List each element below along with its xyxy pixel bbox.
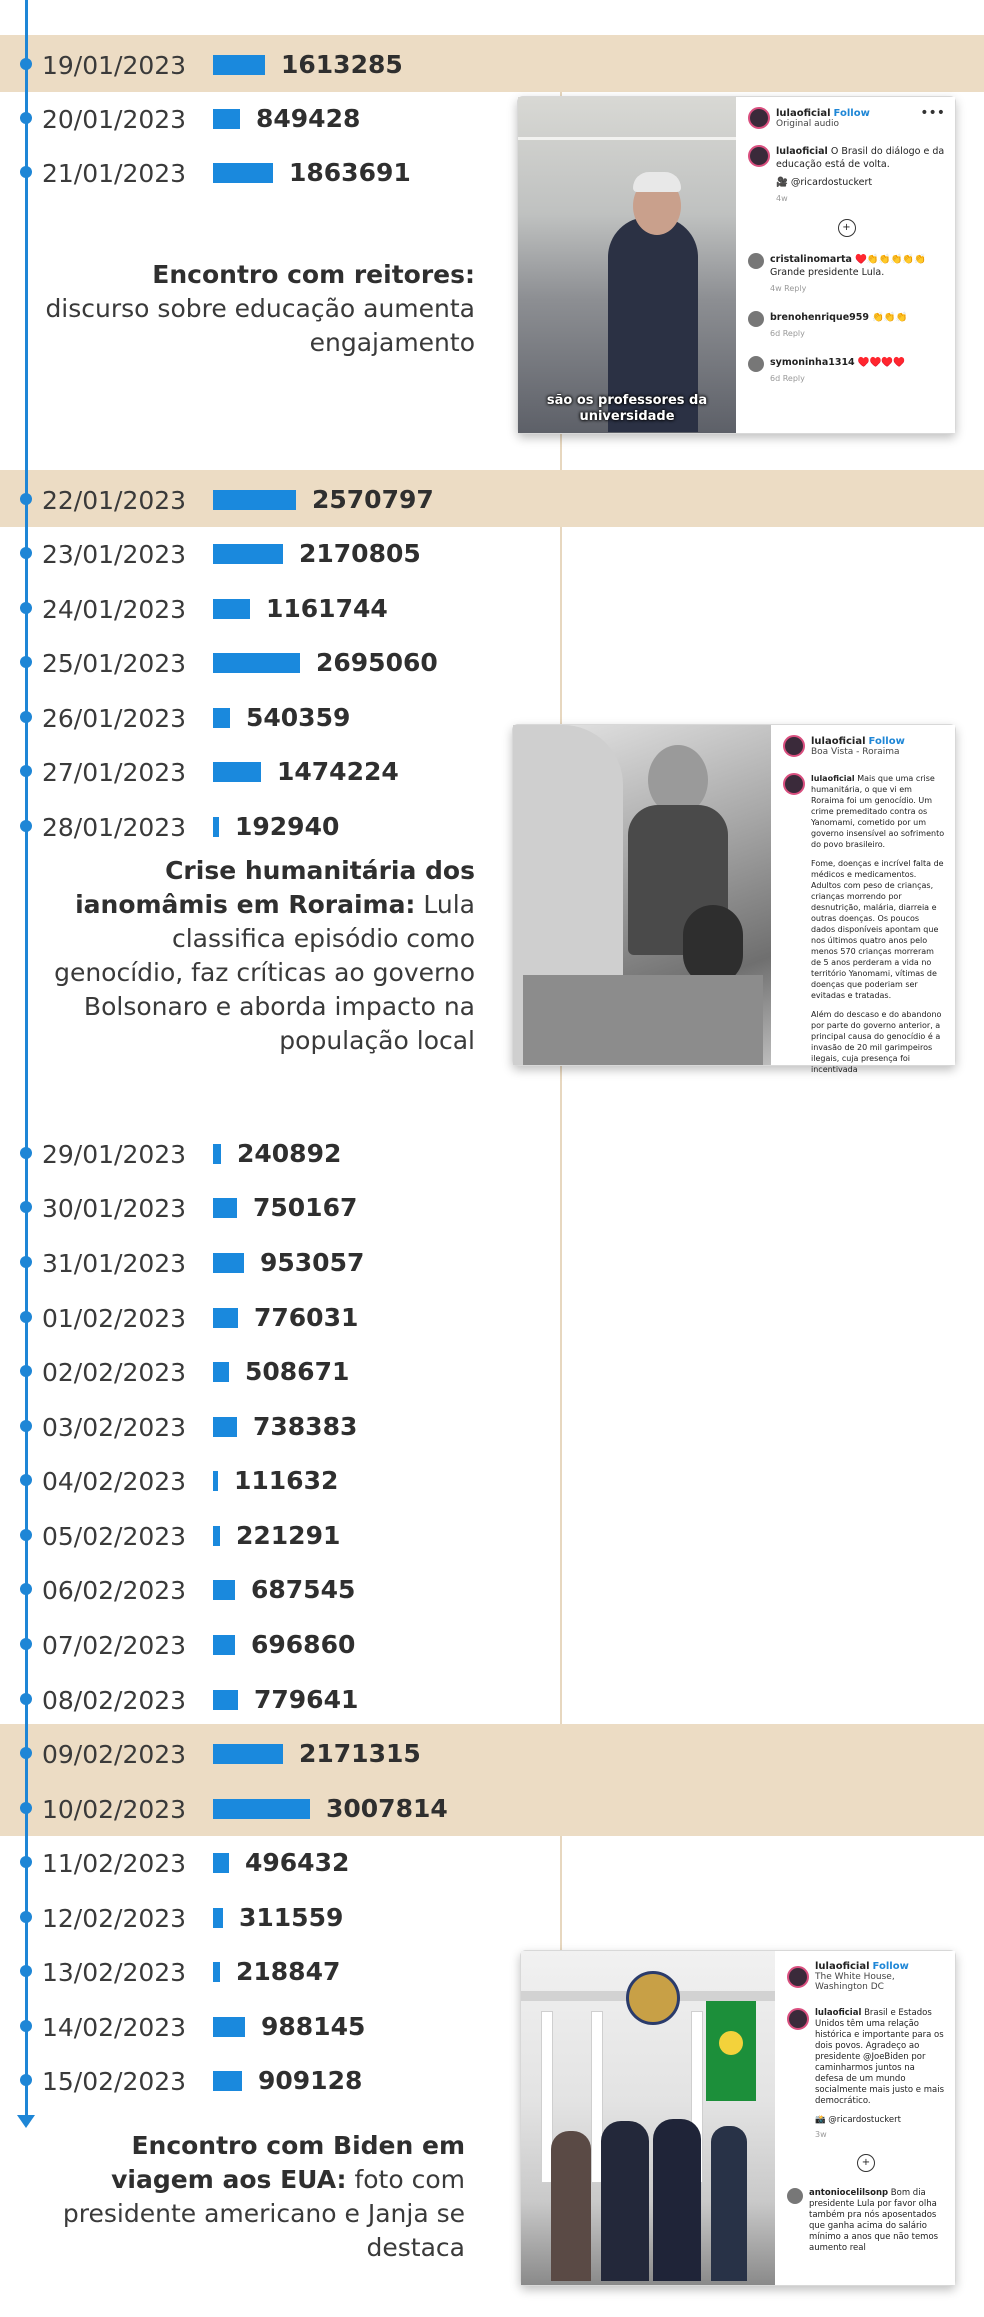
chart-row	[0, 534, 984, 574]
bar	[213, 1198, 237, 1218]
bar	[213, 1144, 221, 1164]
avatar[interactable]	[787, 2188, 803, 2204]
event-title: Encontro com reitores:	[152, 260, 475, 289]
bar	[213, 599, 250, 619]
bar	[213, 1908, 223, 1928]
load-more-icon[interactable]: +	[857, 2154, 875, 2172]
timeline-dot	[20, 1911, 32, 1923]
bar	[213, 55, 265, 75]
avatar[interactable]	[783, 735, 805, 757]
timeline-dot	[20, 2020, 32, 2032]
comment-user[interactable]: cristalinomarta	[770, 254, 852, 265]
chart-row	[0, 1570, 984, 1610]
post-panel	[771, 725, 955, 1074]
date-label: 21/01/2023	[42, 159, 187, 188]
bar	[213, 1635, 235, 1655]
post-username[interactable]: lulaoficial	[815, 1961, 870, 1972]
timeline-dot	[20, 58, 32, 70]
date-label: 19/01/2023	[42, 51, 187, 80]
chart-row	[0, 643, 984, 683]
timeline-dot	[20, 820, 32, 832]
timeline-dot	[20, 656, 32, 668]
comment	[748, 311, 945, 340]
post-subtitle: Original audio	[776, 118, 840, 129]
caption-text-2: Fome, doenças e incrível falta de médicos e medicamentos. Adultos com peso de crianças, crianças morrendo por desnutrição, malária, diarreia e outras doenças. Os poucos dados disponíveis apontam que nos últimos quatro anos pelo menos 570 crianças morreram de 5 anos perderam a vida no território Yanomami, vítimas de doenças que poderiam ser evitadas e tratadas.	[811, 859, 944, 1000]
avatar[interactable]	[787, 2008, 809, 2030]
timeline-dot	[20, 1256, 32, 1268]
value-label: 750167	[253, 1193, 358, 1222]
value-label: 849428	[256, 104, 361, 133]
value-label: 1161744	[266, 594, 388, 623]
value-label: 2170805	[299, 539, 421, 568]
comment-text: ♥️👏👏👏👏👏 Grande presidente Lula.	[770, 254, 926, 278]
chart-row	[0, 480, 984, 520]
event-title: Crise humanitária dos ianomâmis em Roraima:	[75, 856, 475, 919]
comment-text: 👏👏👏	[872, 312, 908, 323]
date-label: 07/02/2023	[42, 1631, 187, 1660]
caption-text: Mais que uma crise humanitária, o que vi em Roraima foi um genocídio. Um crime premeditado contra os Yanomami, cometido por um governo insensível ao sofrimento do povo brasileiro.	[811, 774, 945, 849]
value-label: 2171315	[299, 1739, 421, 1768]
value-label: 240892	[237, 1139, 342, 1168]
chart-row	[0, 1680, 984, 1720]
timeline-dot	[20, 1856, 32, 1868]
timeline-dot	[20, 765, 32, 777]
instagram-post-card[interactable]	[517, 96, 956, 434]
more-options-icon[interactable]: •••	[920, 105, 945, 121]
date-label: 15/02/2023	[42, 2067, 187, 2096]
caption-meta: 4w	[776, 194, 788, 203]
date-label: 14/02/2023	[42, 2013, 187, 2042]
timeline-dot	[20, 2074, 32, 2086]
bar	[213, 653, 300, 673]
bar	[213, 163, 273, 183]
value-label: 1474224	[277, 757, 399, 786]
comment-text: Bom dia presidente Lula por favor olha também pra nós aposentados que ganha acima do salário mínimo a anos que não temos aumento real	[809, 2188, 939, 2253]
avatar[interactable]	[748, 356, 764, 372]
chart-row	[0, 1625, 984, 1665]
bar	[213, 762, 261, 782]
timeline-dot	[20, 602, 32, 614]
timeline-dot	[20, 166, 32, 178]
bar	[213, 1744, 283, 1764]
event-title: Encontro com Biden em viagem aos EUA:	[111, 2131, 465, 2194]
value-label: 988145	[261, 2012, 366, 2041]
comment-meta: 4w Reply	[770, 284, 807, 293]
bar	[213, 1580, 235, 1600]
bar	[213, 1308, 238, 1328]
timeline-dot	[20, 1529, 32, 1541]
date-label: 29/01/2023	[42, 1140, 187, 1169]
timeline-dot	[20, 1583, 32, 1595]
chart-row	[0, 1789, 984, 1829]
bar	[213, 1962, 220, 1982]
load-more-icon[interactable]: +	[838, 219, 856, 237]
value-label: 776031	[254, 1303, 359, 1332]
timeline-dot	[20, 1201, 32, 1213]
date-label: 09/02/2023	[42, 1740, 187, 1769]
value-label: 687545	[251, 1575, 356, 1604]
post-photo	[521, 1951, 775, 2285]
bar	[213, 1799, 310, 1819]
caption-meta: 3w	[815, 2130, 827, 2139]
follow-button[interactable]: Follow	[868, 735, 905, 747]
timeline-dot	[20, 1365, 32, 1377]
date-label: 12/02/2023	[42, 1904, 187, 1933]
chart-row	[0, 1516, 984, 1556]
timeline-dot	[20, 1638, 32, 1650]
value-label: 311559	[239, 1903, 344, 1932]
timeline-dot	[20, 1420, 32, 1432]
chart-row	[0, 1461, 984, 1501]
instagram-post-card[interactable]	[512, 724, 956, 1074]
avatar[interactable]	[748, 107, 770, 129]
bar	[213, 817, 219, 837]
chart-row	[0, 589, 984, 629]
caption-tag[interactable]: 🎥 @ricardostuckert	[776, 177, 873, 188]
bar	[213, 2071, 242, 2091]
avatar[interactable]	[748, 253, 764, 269]
comment-user[interactable]: antoniocelilsonp	[809, 2188, 889, 2198]
date-label: 30/01/2023	[42, 1194, 187, 1223]
date-label: 28/01/2023	[42, 813, 187, 842]
comment	[748, 253, 945, 295]
chart-row	[0, 1352, 984, 1392]
post-subtitle: Boa Vista - Roraima	[811, 746, 900, 757]
value-label: 738383	[253, 1412, 358, 1441]
value-label: 218847	[236, 1957, 341, 1986]
caption-text: O Brasil do diálogo e da educação está de volta.	[776, 146, 945, 170]
post-panel	[736, 97, 955, 433]
bar	[213, 1526, 220, 1546]
bar	[213, 1253, 244, 1273]
comment-user[interactable]: symoninha1314	[770, 357, 855, 368]
value-label: 540359	[246, 703, 351, 732]
bar	[213, 1853, 229, 1873]
avatar[interactable]	[783, 773, 805, 795]
chart-row	[0, 1407, 984, 1447]
value-label: 2570797	[312, 485, 434, 514]
chart-row	[0, 1734, 984, 1774]
bar	[213, 109, 240, 129]
value-label: 953057	[260, 1248, 365, 1277]
chart-row	[0, 1134, 984, 1174]
value-label: 909128	[258, 2066, 363, 2095]
follow-button[interactable]: Follow	[872, 1961, 909, 1972]
comment	[787, 2188, 945, 2254]
bar	[213, 2017, 245, 2037]
post-photo	[513, 725, 771, 1065]
value-label: 508671	[245, 1357, 350, 1386]
value-label: 779641	[254, 1685, 359, 1714]
bar	[213, 544, 283, 564]
timeline-dot	[20, 1747, 32, 1759]
chart-row	[0, 1188, 984, 1228]
date-label: 23/01/2023	[42, 540, 187, 569]
value-label: 2695060	[316, 648, 438, 677]
date-label: 02/02/2023	[42, 1358, 187, 1387]
post-subtitle: The White House, Washington DC	[815, 1972, 895, 1992]
chart-row	[0, 1298, 984, 1338]
chart-row	[0, 1898, 984, 1938]
instagram-post-card[interactable]	[520, 1950, 956, 2286]
comment-user[interactable]: brenohenrique959	[770, 312, 869, 323]
post-panel	[775, 1951, 955, 2285]
value-label: 221291	[236, 1521, 341, 1550]
comment-meta: 6d Reply	[770, 329, 805, 338]
event-text: Lula classifica episódio como genocídio, faz críticas ao governo Bolsonaro e aborda impacto na população local	[54, 890, 475, 1055]
post-photo	[518, 97, 736, 433]
date-label: 24/01/2023	[42, 595, 187, 624]
caption-username[interactable]: lulaoficial	[776, 146, 828, 157]
chart-row	[0, 1843, 984, 1883]
post-username[interactable]: lulaoficial	[776, 107, 831, 119]
timeline-dot	[20, 1965, 32, 1977]
bar	[213, 1417, 237, 1437]
event-text: discurso sobre educação aumenta engajamento	[45, 294, 475, 357]
value-label: 1613285	[281, 50, 403, 79]
date-label: 05/02/2023	[42, 1522, 187, 1551]
comment-text: ♥️♥️♥️♥️	[857, 357, 906, 368]
date-label: 26/01/2023	[42, 704, 187, 733]
chart-row	[0, 45, 984, 85]
event-annotation	[35, 2129, 465, 2265]
avatar[interactable]	[748, 311, 764, 327]
value-label: 111632	[234, 1466, 339, 1495]
date-label: 27/01/2023	[42, 758, 187, 787]
timeline-dot	[20, 1311, 32, 1323]
date-label: 13/02/2023	[42, 1958, 187, 1987]
event-annotation	[45, 258, 475, 360]
caption-username[interactable]: lulaoficial	[815, 2008, 862, 2018]
timeline-arrow-icon	[17, 2115, 35, 2128]
date-label: 06/02/2023	[42, 1576, 187, 1605]
chart-row	[0, 1243, 984, 1283]
timeline-dot	[20, 112, 32, 124]
timeline-dot	[20, 1693, 32, 1705]
timeline-dot	[20, 1474, 32, 1486]
event-text: foto com presidente americano e Janja se destaca	[62, 2165, 465, 2262]
caption-text: Brasil e Estados Unidos têm uma relação histórica e importante para os dois povos. Agradeço ao presidente @JoeBiden por caminharmos juntos na defesa de um mundo socialmente mais justo e mais democrático.	[815, 2008, 944, 2106]
date-label: 04/02/2023	[42, 1467, 187, 1496]
comment	[748, 356, 945, 385]
date-label: 10/02/2023	[42, 1795, 187, 1824]
timeline-dot	[20, 1802, 32, 1814]
event-annotation	[45, 854, 475, 1058]
value-label: 696860	[251, 1630, 356, 1659]
date-label: 11/02/2023	[42, 1849, 187, 1878]
timeline-dot	[20, 711, 32, 723]
value-label: 192940	[235, 812, 340, 841]
timeline-dot	[20, 1147, 32, 1159]
caption-username[interactable]: lulaoficial	[811, 774, 855, 783]
follow-button[interactable]: Follow	[833, 107, 870, 119]
date-label: 03/02/2023	[42, 1413, 187, 1442]
caption-tag[interactable]: 📸 @ricardostuckert	[815, 2115, 901, 2125]
comment-meta: 6d Reply	[770, 374, 805, 383]
date-label: 25/01/2023	[42, 649, 187, 678]
bar	[213, 708, 230, 728]
bar	[213, 1362, 229, 1382]
post-username[interactable]: lulaoficial	[811, 735, 866, 747]
bar	[213, 1690, 238, 1710]
avatar[interactable]	[748, 145, 770, 167]
value-label: 3007814	[326, 1794, 448, 1823]
date-label: 20/01/2023	[42, 105, 187, 134]
caption-text-3: Além do descaso e do abandono por parte do governo anterior, a principal causa do genocídio é a invasão de 20 mil garimpeiros ilegais, cuja presença foi incentivada	[811, 1010, 942, 1074]
date-label: 31/01/2023	[42, 1249, 187, 1278]
bar	[213, 1471, 218, 1491]
date-label: 01/02/2023	[42, 1304, 187, 1333]
date-label: 22/01/2023	[42, 486, 187, 515]
value-label: 1863691	[289, 158, 411, 187]
timeline-dot	[20, 493, 32, 505]
photo-overlay-text: são os professores da universidade	[546, 393, 708, 424]
bar	[213, 490, 296, 510]
avatar[interactable]	[787, 1966, 809, 1988]
timeline-dot	[20, 547, 32, 559]
value-label: 496432	[245, 1848, 350, 1877]
date-label: 08/02/2023	[42, 1686, 187, 1715]
